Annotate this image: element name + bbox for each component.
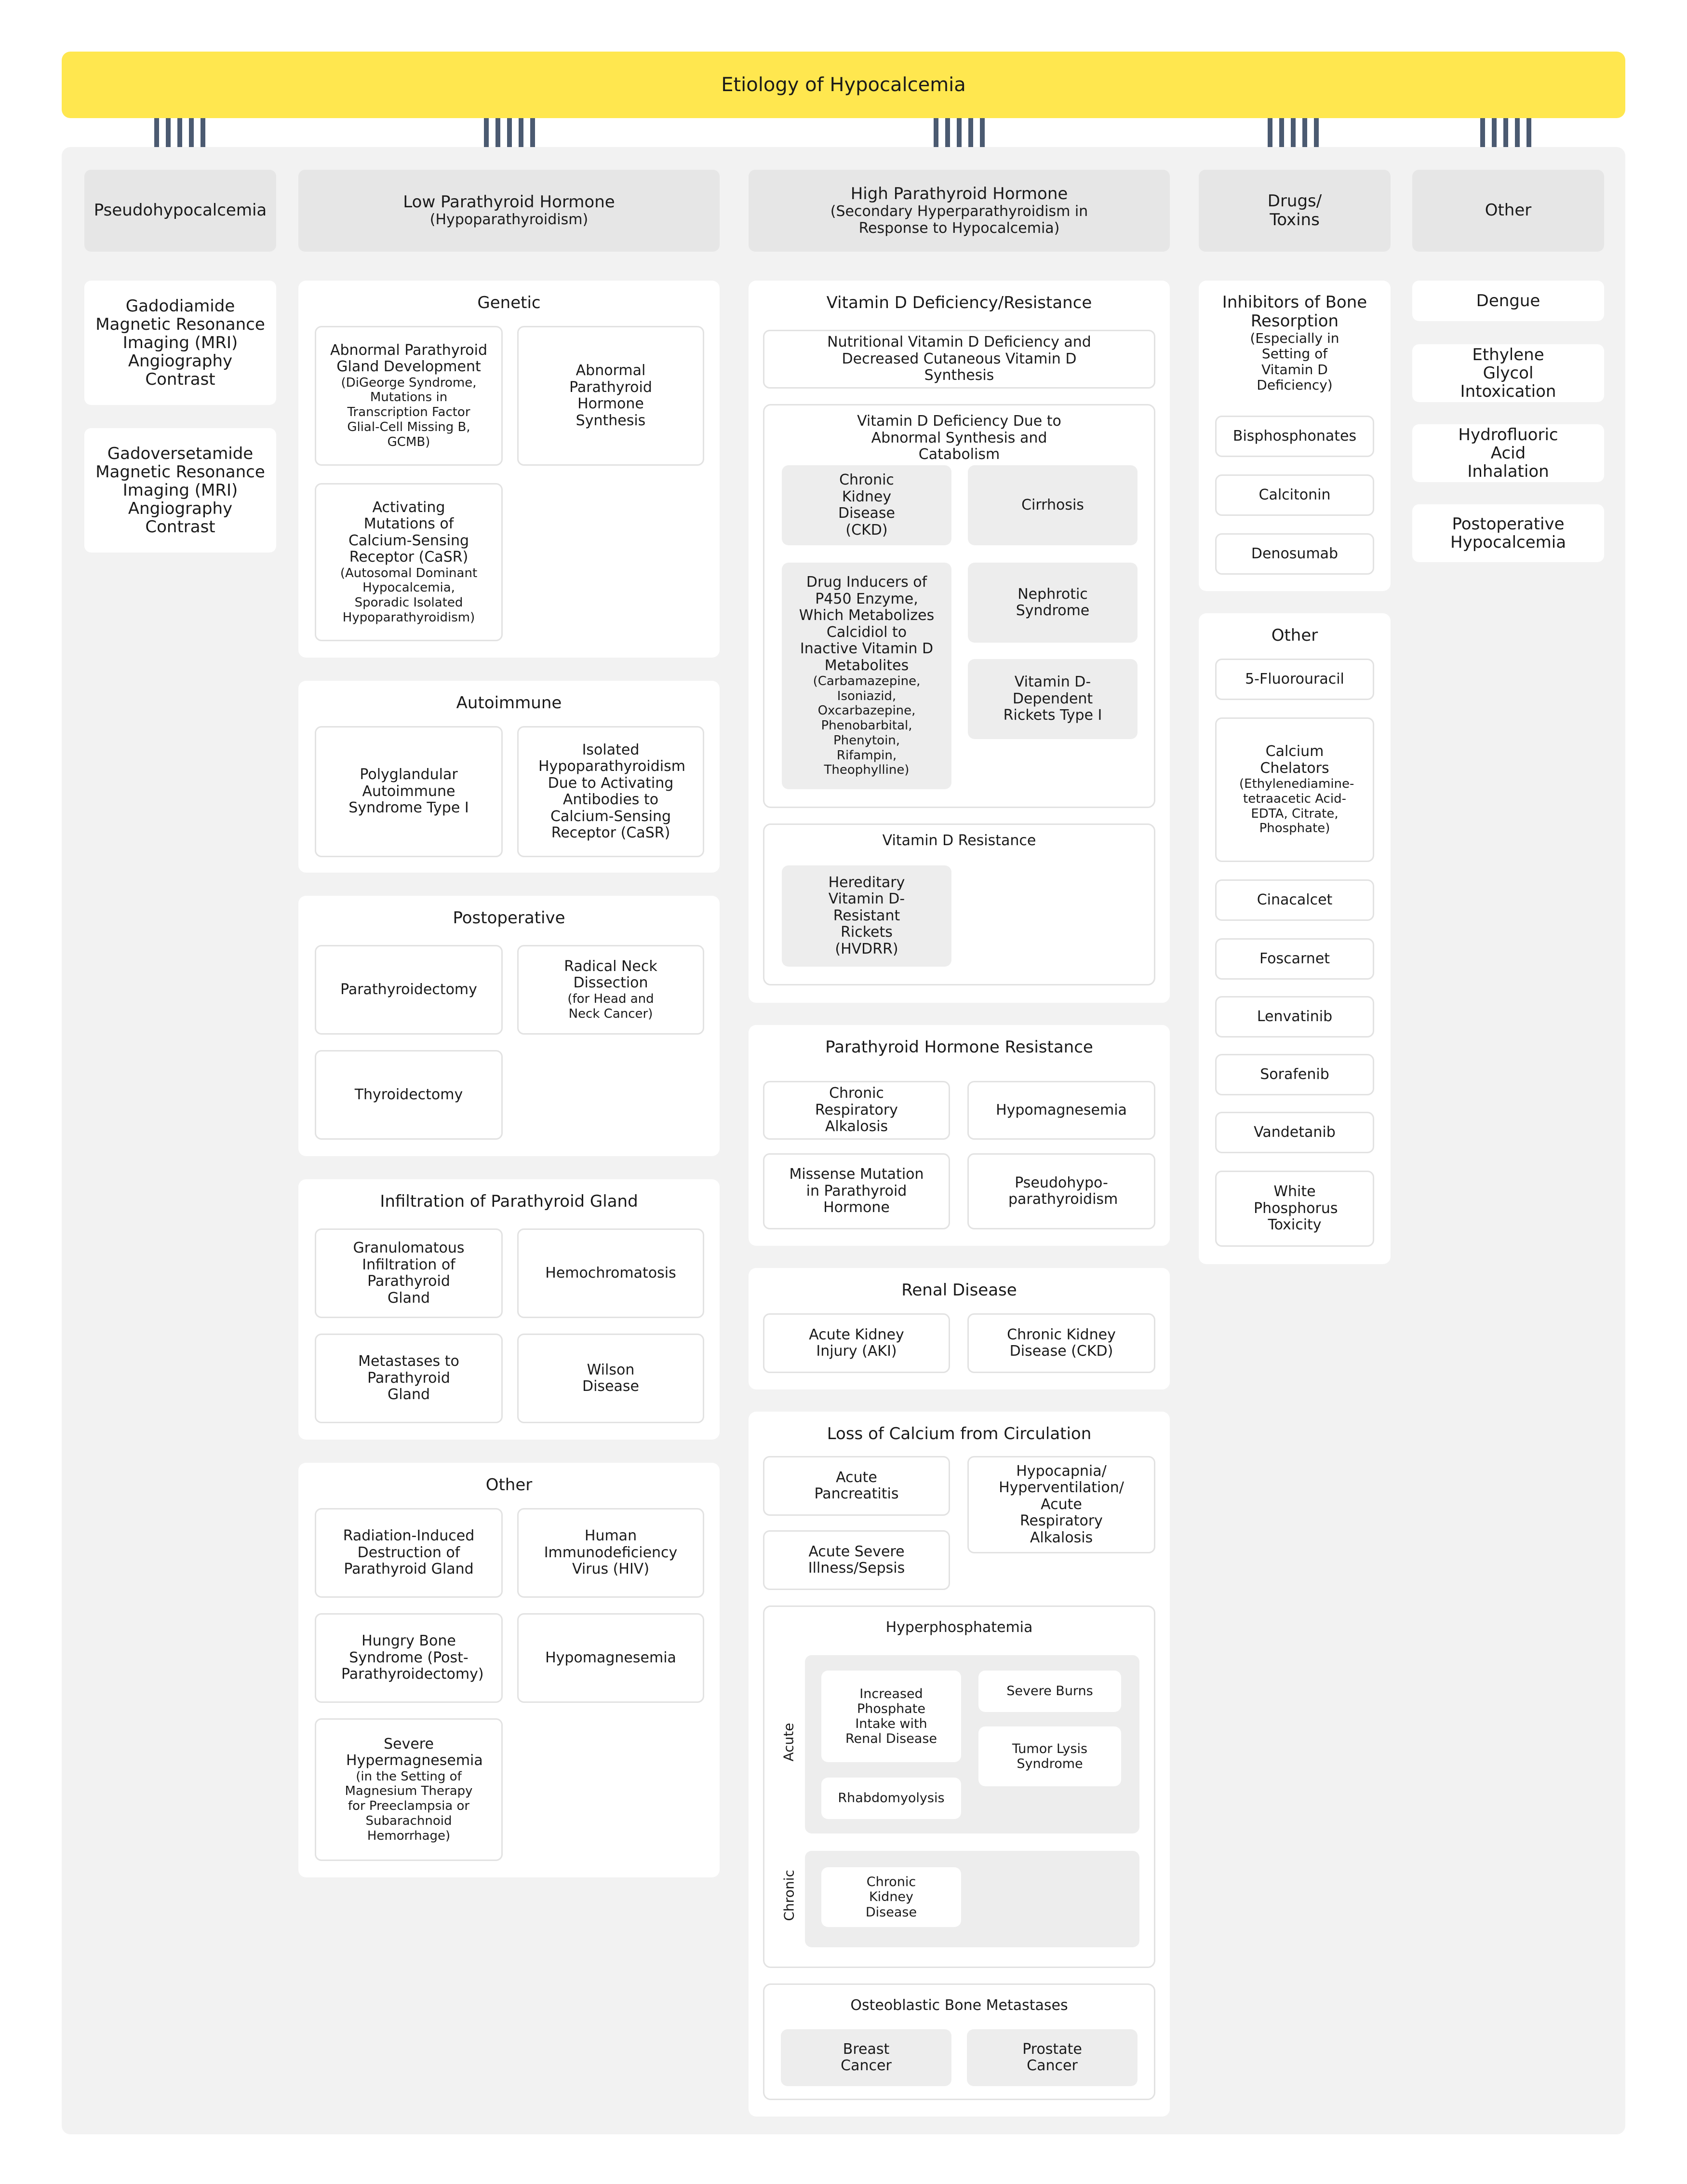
label-chronic: Chronic <box>781 1870 797 1921</box>
subcard-title: Vitamin D Resistance <box>882 832 1036 849</box>
box-acute-severe-illness: Acute Severe Illness/Sepsis <box>763 1530 950 1590</box>
connector-pseudo <box>154 118 205 147</box>
box-hvdrr: Hereditary Vitamin D-Resistant Rickets (HVDRR) <box>782 865 951 967</box>
box-foscarnet: Foscarnet <box>1215 938 1374 980</box>
box-ckd: Chronic Kidney Disease (CKD) <box>967 1313 1155 1373</box>
header-label: Other <box>1485 201 1532 220</box>
card-title: Parathyroid Hormone Resistance <box>825 1038 1093 1057</box>
other-item-postoperative-hypocalcemia: Postoperative Hypocalcemia <box>1412 504 1604 562</box>
other-item-hydrofluoric-acid: Hydrofluoric Acid Inhalation <box>1412 424 1604 482</box>
box-hemochromatosis: Hemochromatosis <box>517 1228 704 1318</box>
pseudo-item-gadodiamide: Gadodiamide Magnetic Resonance Imaging (MRI) Angiography Contrast <box>84 281 276 405</box>
card-renal-disease <box>749 1268 1170 1389</box>
box-cirrhosis: Cirrhosis <box>968 465 1138 545</box>
box-denosumab: Denosumab <box>1215 533 1374 575</box>
box-ckd: Chronic Kidney Disease (CKD) <box>782 465 951 545</box>
box-nephrotic: Nephrotic Syndrome <box>968 563 1138 643</box>
acute-group <box>805 1655 1139 1833</box>
connector-high-pth <box>934 118 985 147</box>
other-item-ethylene-glycol: Ethylene Glycol Intoxication <box>1412 344 1604 402</box>
box-polyglandular: Polyglandular Autoimmune Syndrome Type I <box>315 726 503 857</box>
card-title: Inhibitors of Bone Resorption (Especially in Setting of Vitamin D Deficiency) <box>1222 293 1367 393</box>
card-bone-resorption-inhibitors <box>1199 281 1391 591</box>
box-missense-mutation: Missense Mutation in Parathyroid Hormone <box>763 1153 950 1229</box>
card-title: Vitamin D Deficiency/Resistance <box>826 293 1092 312</box>
box-sorafenib: Sorafenib <box>1215 1054 1374 1095</box>
subcard-title: Vitamin D Deficiency Due to Abnormal Synthesis and Catabolism <box>857 413 1061 463</box>
box-thyroidectomy: Thyroidectomy <box>315 1050 503 1140</box>
header-label: High Parathyroid Hormone <box>850 184 1068 203</box>
diagram-title: Etiology of Hypocalcemia <box>62 52 1625 118</box>
header-high-pth <box>749 170 1170 252</box>
box-radical-neck-dissection: Radical Neck Dissection (for Head and Neck Cancer) <box>517 945 704 1035</box>
box-nutritional-vitamin-d: Nutritional Vitamin D Deficiency and Decreased Cutaneous Vitamin D Synthesis <box>763 330 1155 389</box>
pseudo-item-gadoversetamide: Gadoversetamide Magnetic Resonance Imaging (MRI) Angiography Contrast <box>84 428 276 553</box>
card-loss-of-calcium <box>749 1412 1170 2117</box>
box-cinacalcet: Cinacalcet <box>1215 879 1374 921</box>
subcard-title: Osteoblastic Bone Metastases <box>850 1997 1068 2014</box>
card-title: Autoimmune <box>456 693 562 713</box>
box-p450-inducers: Drug Inducers of P450 Enzyme, Which Metabolizes Calcidiol to Inactive Vitamin D Metabolites (Carbamazepine, Isoniazid, Oxcarbazepine, Phenobarbital, Phenytoin, Rifampin, Theophylline) <box>782 563 951 789</box>
card-pth-resistance <box>749 1025 1170 1246</box>
box-prostate-cancer: Prostate Cancer <box>967 2029 1138 2086</box>
card-title: Other <box>1271 626 1318 645</box>
card-title: Renal Disease <box>901 1281 1017 1300</box>
header-low-pth <box>298 170 720 252</box>
card-title: Infiltration of Parathyroid Gland <box>380 1192 638 1211</box>
card-title: Loss of Calcium from Circulation <box>827 1424 1092 1443</box>
box-pseudohypoparathyroidism: Pseudohypo-parathyroidism <box>967 1153 1155 1229</box>
box-severe-hypermagnesemia: Severe Hypermagnesemia (in the Setting of Magnesium Therapy for Preeclampsia or Subarachnoid Hemorrhage) <box>315 1718 503 1861</box>
box-abnormal-gland-development: Abnormal Parathyroid Gland Development (DiGeorge Syndrome, Mutations in Transcription Factor Glial-Cell Missing B, GCMB) <box>315 326 503 466</box>
box-hiv: Human Immunodeficiency Virus (HIV) <box>517 1508 704 1598</box>
box-parathyroidectomy: Parathyroidectomy <box>315 945 503 1035</box>
subcard-abnormal-synthesis <box>763 404 1155 808</box>
other-item-dengue: Dengue <box>1412 281 1604 321</box>
connector-drugs <box>1268 118 1319 147</box>
box-breast-cancer: Breast Cancer <box>781 2029 951 2086</box>
box-white-phosphorus: White Phosphorus Toxicity <box>1215 1171 1374 1247</box>
box-isolated-hypoparathyroidism: Isolated Hypoparathyroidism Due to Activating Antibodies to Calcium-Sensing Receptor (CaSR) <box>517 726 704 857</box>
card-postoperative <box>298 896 720 1156</box>
header-label: Low Parathyroid Hormone <box>403 192 615 212</box>
box-wilson: Wilson Disease <box>517 1334 704 1423</box>
box-severe-burns: Severe Burns <box>978 1671 1121 1712</box>
box-lenvatinib: Lenvatinib <box>1215 996 1374 1038</box>
header-other <box>1412 170 1604 252</box>
subcard-hyperphosphatemia <box>763 1605 1155 1968</box>
box-tumor-lysis: Tumor Lysis Syndrome <box>978 1726 1121 1786</box>
box-hypocapnia: Hypocapnia/ Hyperventilation/ Acute Respiratory Alkalosis <box>967 1456 1155 1553</box>
subcard-osteoblastic-metastases <box>763 1983 1155 2100</box>
box-vandetanib: Vandetanib <box>1215 1112 1374 1153</box>
subcard-title: Hyperphosphatemia <box>885 1619 1033 1636</box>
box-activating-casr: Activating Mutations of Calcium-Sensing Receptor (CaSR) (Autosomal Dominant Hypocalcemia, Sporadic Isolated Hypoparathyroidism) <box>315 483 503 641</box>
subcard-vitamin-d-resistance <box>763 823 1155 985</box>
connector-low-pth <box>484 118 535 147</box>
box-abnormal-pth-synthesis: Abnormal Parathyroid Hormone Synthesis <box>517 326 704 466</box>
box-acute-pancreatitis: Acute Pancreatitis <box>763 1456 950 1516</box>
connector-other <box>1480 118 1531 147</box>
header-sublabel: (Hypoparathyroidism) <box>429 211 589 229</box>
box-chronic-kidney-disease: Chronic Kidney Disease <box>821 1867 961 1927</box>
box-hypomagnesemia: Hypomagnesemia <box>517 1613 704 1703</box>
box-calcitonin: Calcitonin <box>1215 474 1374 516</box>
box-increased-phosphate-intake: Increased Phosphate Intake with Renal Disease <box>821 1671 961 1762</box>
card-genetic <box>298 281 720 658</box>
header-label: Pseudohypocalcemia <box>94 201 267 220</box>
box-hungry-bone: Hungry Bone Syndrome (Post-Parathyroidectomy) <box>315 1613 503 1703</box>
box-vddr-type1: Vitamin D-Dependent Rickets Type I <box>968 659 1138 739</box>
box-calcium-chelators: Calcium Chelators (Ethylenediamine-tetraacetic Acid-EDTA, Citrate, Phosphate) <box>1215 717 1374 862</box>
header-pseudohypocalcemia <box>84 170 276 252</box>
card-autoimmune <box>298 681 720 873</box>
box-rhabdomyolysis: Rhabdomyolysis <box>821 1778 961 1819</box>
chronic-group <box>805 1851 1139 1947</box>
box-aki: Acute Kidney Injury (AKI) <box>763 1313 950 1373</box>
box-metastases: Metastases to Parathyroid Gland <box>315 1334 503 1423</box>
header-sublabel: (Secondary Hyperparathyroidism in Response to Hypocalcemia) <box>830 203 1088 237</box>
header-drugs <box>1199 170 1391 252</box>
card-vitamin-d <box>749 281 1170 1003</box>
box-5-fluorouracil: 5-Fluorouracil <box>1215 659 1374 700</box>
card-infiltration <box>298 1179 720 1440</box>
label-acute: Acute <box>780 1723 797 1762</box>
card-drugs-other <box>1199 613 1391 1264</box>
box-radiation: Radiation-Induced Destruction of Parathyroid Gland <box>315 1508 503 1598</box>
card-title: Genetic <box>477 293 541 312</box>
box-chronic-resp-alkalosis: Chronic Respiratory Alkalosis <box>763 1081 950 1140</box>
box-bisphosphonates: Bisphosphonates <box>1215 416 1374 457</box>
card-title: Other <box>485 1475 533 1495</box>
box-hypomagnesemia: Hypomagnesemia <box>967 1081 1155 1140</box>
box-granulomatous: Granulomatous Infiltration of Parathyroid Gland <box>315 1228 503 1318</box>
header-label: Drugs/ Toxins <box>1267 191 1322 229</box>
card-title: Postoperative <box>453 908 565 928</box>
card-low-pth-other <box>298 1463 720 1877</box>
